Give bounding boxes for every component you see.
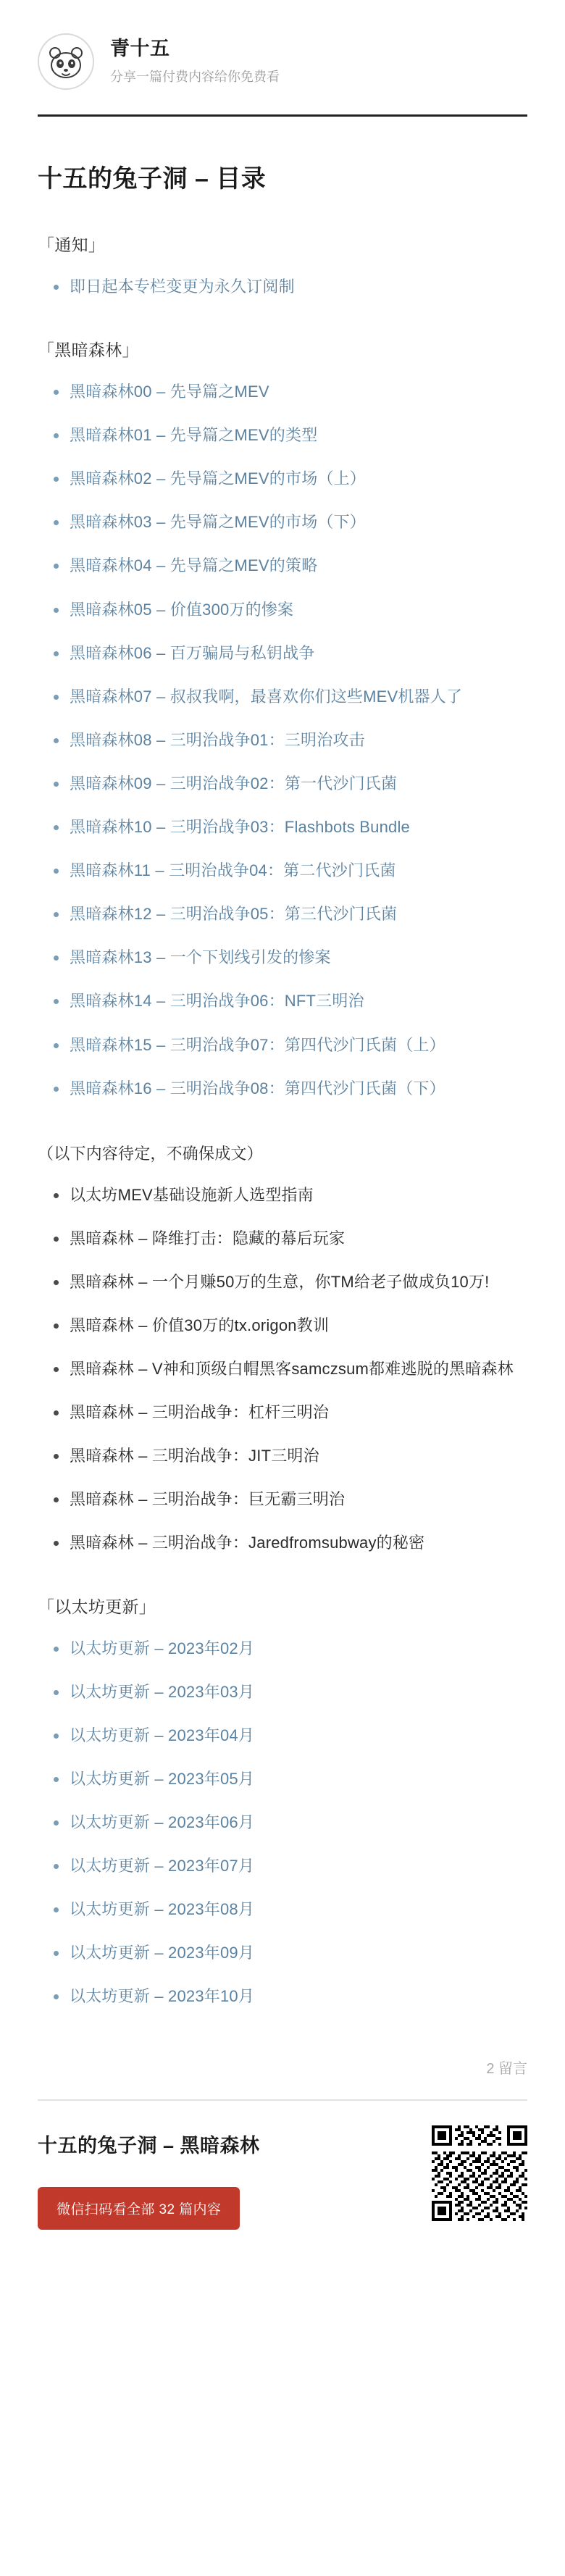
scan-qr-cta-button[interactable]: 微信扫码看全部 32 篇内容 xyxy=(38,2187,240,2230)
list-item[interactable] xyxy=(38,1897,527,1922)
list-item xyxy=(38,1531,527,1555)
account-header xyxy=(0,0,565,90)
subscription-card-left xyxy=(38,2125,260,2230)
dark-forest-link[interactable]: 黑暗森林07 – 叔叔我啊，最喜欢你们这些MEV机器人了 xyxy=(70,687,463,706)
list-item[interactable] xyxy=(38,510,527,535)
list-item[interactable] xyxy=(38,1767,527,1791)
list-item[interactable] xyxy=(38,728,527,753)
pending-item-text: 黑暗森林 – 三明治战争：JIT三明治 xyxy=(70,1447,319,1465)
list-item xyxy=(38,1487,527,1512)
list-item[interactable] xyxy=(38,1854,527,1878)
eth-update-link[interactable]: 以太坊更新 – 2023年08月 xyxy=(70,1900,255,1919)
list-item[interactable] xyxy=(38,945,527,970)
list-item[interactable] xyxy=(38,858,527,883)
list-item[interactable] xyxy=(38,1680,527,1705)
comments-count[interactable]: 2 留言 xyxy=(486,2061,527,2078)
dark-forest-link[interactable]: 黑暗森林01 – 先导篇之MEV的类型 xyxy=(70,426,318,445)
list-item[interactable] xyxy=(38,1076,527,1101)
dark-forest-link[interactable]: 黑暗森林10 – 三明治战争03：Flashbots Bundle xyxy=(70,818,410,837)
eth-update-link[interactable]: 以太坊更新 – 2023年02月 xyxy=(70,1639,255,1657)
panda-avatar-icon xyxy=(38,33,94,90)
dark-forest-link[interactable]: 黑暗森林09 – 三明治战争02：第一代沙门氏菌 xyxy=(70,774,398,793)
header-divider xyxy=(38,114,527,117)
dark-forest-link[interactable]: 黑暗森林05 – 价值300万的惨案 xyxy=(70,600,294,619)
list-item[interactable] xyxy=(38,1723,527,1748)
account-name: 青十五 xyxy=(110,38,170,60)
list-item[interactable] xyxy=(38,380,527,404)
dark-forest-link[interactable]: 黑暗森林16 – 三明治战争08：第四代沙门氏菌（下） xyxy=(70,1079,445,1097)
account-description: 分享一篇付费内容给你免费看 xyxy=(110,70,280,85)
list-item[interactable] xyxy=(38,553,527,578)
list-item xyxy=(38,1183,527,1208)
list-item[interactable] xyxy=(38,771,527,796)
list-item[interactable] xyxy=(38,275,527,299)
pending-item-text: 黑暗森林 – 三明治战争：杠杆三明治 xyxy=(70,1403,330,1422)
list-item[interactable] xyxy=(38,1984,527,2009)
notice-list xyxy=(38,275,527,299)
list-item[interactable] xyxy=(38,989,527,1013)
page-title: 十五的兔子洞 – 目录 xyxy=(38,165,267,193)
list-item xyxy=(38,1270,527,1295)
pending-list xyxy=(38,1183,527,1556)
list-item[interactable] xyxy=(38,902,527,927)
pending-item-text: 以太坊MEV基础设施新人选型指南 xyxy=(70,1185,314,1204)
list-item[interactable] xyxy=(38,1941,527,1965)
eth-update-link[interactable]: 以太坊更新 – 2023年04月 xyxy=(70,1726,255,1744)
list-item xyxy=(38,1444,527,1468)
dark-forest-link[interactable]: 黑暗森林08 – 三明治战争01：三明治攻击 xyxy=(70,730,365,749)
dark-forest-link[interactable]: 黑暗森林13 – 一个下划线引发的惨案 xyxy=(70,948,331,967)
pending-item-text: 黑暗森林 – 三明治战争：Jaredfromsubway的秘密 xyxy=(70,1534,425,1552)
dark-forest-link[interactable]: 黑暗森林04 – 先导篇之MEV的策略 xyxy=(70,556,318,575)
list-item[interactable] xyxy=(38,1810,527,1835)
section-label-eth-updates: 「以太坊更新」 xyxy=(38,1597,156,1616)
list-item xyxy=(38,1400,527,1425)
dark-forest-link[interactable]: 黑暗森林14 – 三明治战争06：NFT三明治 xyxy=(70,992,364,1011)
pending-item-text: 黑暗森林 – 一个月赚50万的生意，你TM给老子做成负10万! xyxy=(70,1272,490,1291)
notice-link[interactable]: 即日起本专栏变更为永久订阅制 xyxy=(70,277,295,296)
column-title: 十五的兔子洞 – 黑暗森林 xyxy=(38,2135,260,2157)
list-item xyxy=(38,1357,527,1381)
list-item[interactable] xyxy=(38,423,527,448)
list-item[interactable] xyxy=(38,815,527,840)
dark-forest-link[interactable]: 黑暗森林12 – 三明治战争05：第三代沙门氏菌 xyxy=(70,905,398,924)
list-item xyxy=(38,1226,527,1251)
eth-update-link[interactable]: 以太坊更新 – 2023年06月 xyxy=(70,1812,255,1831)
eth-update-link[interactable]: 以太坊更新 – 2023年09月 xyxy=(70,1944,255,1962)
eth-update-link[interactable]: 以太坊更新 – 2023年07月 xyxy=(70,1857,255,1875)
dark-forest-link[interactable]: 黑暗森林06 – 百万骗局与私钥战争 xyxy=(70,643,315,662)
qr-code-icon[interactable] xyxy=(432,2125,527,2221)
dark-forest-link[interactable]: 黑暗森林02 – 先导篇之MEV的市场（上） xyxy=(70,469,367,488)
eth-update-link[interactable]: 以太坊更新 – 2023年03月 xyxy=(70,1682,255,1701)
eth-update-link[interactable]: 以太坊更新 – 2023年10月 xyxy=(70,1987,255,2006)
list-item xyxy=(38,1313,527,1338)
list-item[interactable] xyxy=(38,1033,527,1058)
pending-item-text: 黑暗森林 – 价值30万的tx.origon教训 xyxy=(70,1316,330,1334)
account-header-text xyxy=(110,37,280,85)
eth-update-link[interactable]: 以太坊更新 – 2023年05月 xyxy=(70,1769,255,1788)
list-item[interactable] xyxy=(38,1636,527,1661)
section-label-dark-forest: 「黑暗森林」 xyxy=(38,340,139,360)
dark-forest-link[interactable]: 黑暗森林03 – 先导篇之MEV的市场（下） xyxy=(70,513,367,532)
list-item[interactable] xyxy=(38,598,527,622)
list-item[interactable] xyxy=(38,685,527,709)
pending-item-text: 黑暗森林 – V神和顶级白帽黑客samczsum都难逃脱的黑暗森林 xyxy=(70,1360,514,1379)
pending-item-text: 黑暗森林 – 三明治战争：巨无霸三明治 xyxy=(70,1490,346,1509)
dark-forest-link[interactable]: 黑暗森林15 – 三明治战争07：第四代沙门氏菌（上） xyxy=(70,1035,445,1054)
pending-item-text: 黑暗森林 – 降维打击：隐藏的幕后玩家 xyxy=(70,1229,346,1247)
dark-forest-list xyxy=(38,380,527,1101)
section-label-notice: 「通知」 xyxy=(38,235,106,254)
pending-note: （以下内容待定，不确保成文） xyxy=(38,1144,263,1163)
dark-forest-link[interactable]: 黑暗森林00 – 先导篇之MEV xyxy=(70,382,269,401)
article-body xyxy=(0,159,565,2009)
list-item[interactable] xyxy=(38,641,527,666)
eth-updates-list xyxy=(38,1636,527,2010)
list-item[interactable] xyxy=(38,467,527,491)
subscription-card xyxy=(0,2101,565,2259)
dark-forest-link[interactable]: 黑暗森林11 – 三明治战争04：第二代沙门氏菌 xyxy=(70,861,396,880)
